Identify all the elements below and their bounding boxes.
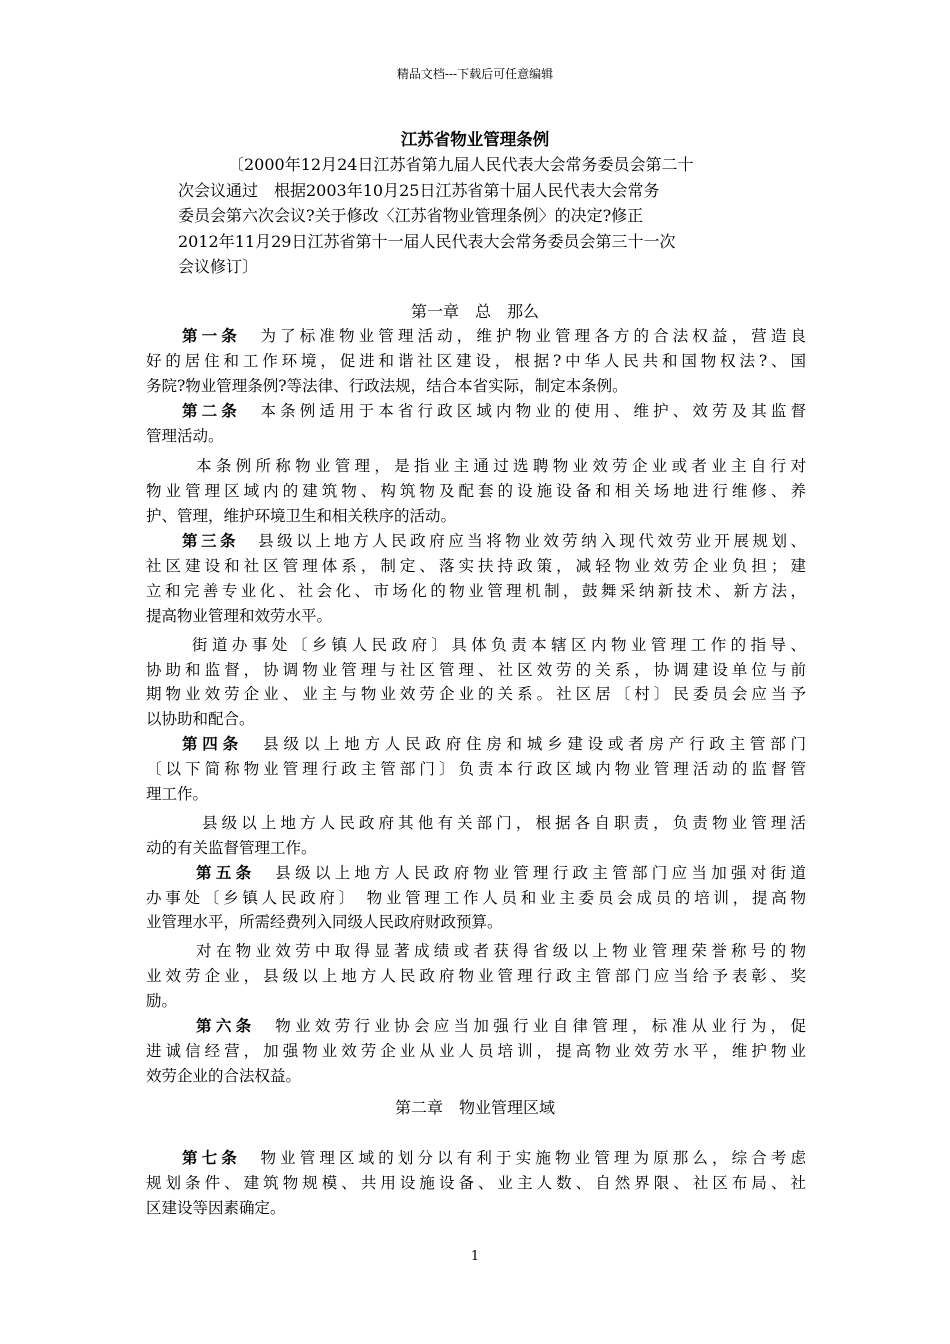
article-3 — [146, 529, 806, 629]
para-line: 对在物业效劳中取得显著成绩或者获得省级以上物业管理荣誉称号的物 — [196, 942, 806, 961]
paragraph — [146, 633, 806, 733]
article-2 — [146, 399, 806, 449]
para-line: 本条例所称物业管理，是指业主通过选聘物业效劳企业或者业主自行对 — [196, 457, 806, 476]
para-line: 协助和监督，协调物业管理与社区管理、社区效劳的关系，协调建设单位与前 — [146, 660, 806, 679]
paragraph — [146, 939, 806, 1014]
para-line: 以协助和配合。 — [146, 710, 255, 729]
para-line: 进诚信经营，加强物业效劳企业从业人员培训，提高物业效劳水平，维护物业 — [146, 1041, 806, 1060]
para-line: 县级以上地方人民政府应当将物业效劳纳入现代效劳业开展规划、 — [258, 532, 806, 551]
para-line: 办事处〔乡镇人民政府〕 物业管理工作人员和业主委员会成员的培训，提高物 — [146, 888, 806, 907]
para-line: 区建设等因素确定。 — [146, 1198, 286, 1217]
article-1 — [146, 324, 806, 399]
paragraph — [146, 811, 806, 861]
chapter2-body — [146, 1146, 806, 1221]
preamble-line: 次会议通过 根据2003年10月25日江苏省第十届人民代表大会常务 — [178, 180, 660, 200]
article-label: 第一条 — [182, 327, 241, 345]
para-line: 物业管理区域内的建筑物、构筑物及配套的设施设备和相关场地进行维修、养 — [146, 482, 806, 501]
para-line: 理工作。 — [146, 785, 209, 804]
para-line: 县级以上地方人民政府物业管理行政主管部门应当加强对街道 — [275, 863, 806, 882]
article-6 — [146, 1014, 806, 1089]
chapter-heading: 第二章 物业管理区域 — [394, 1098, 555, 1117]
para-line: 效劳企业的合法权益。 — [146, 1066, 302, 1085]
article-7 — [146, 1146, 806, 1221]
page-number: 1 — [470, 1249, 480, 1264]
chapter-heading: 第一章 总 那么 — [410, 302, 539, 321]
para-line: 务院?物业管理条例?等法律、行政法规，结合本省实际，制定本条例。 — [146, 376, 628, 395]
article-label: 第四条 — [182, 735, 243, 754]
para-line: 护、管理，维护环境卫生和相关秩序的活动。 — [146, 507, 457, 526]
preamble-line: 2012年11月29日江苏省第十一届人民代表大会常务委员会第三十一次 — [178, 231, 676, 251]
preamble-line: 〔2000年12月24日江苏省第九届人民代表大会常务委员会第二十 — [228, 155, 694, 174]
para-line: 励。 — [146, 992, 178, 1011]
para-line: 物业管理区域的划分以有利于实施物业管理为原那么，综合考虑 — [260, 1149, 806, 1167]
paragraph — [146, 454, 806, 529]
para-line: 好的居住和工作环境，促进和谐社区建设，根据?中华人民共和国物权法?、国 — [146, 351, 806, 370]
article-label: 第七条 — [182, 1149, 241, 1167]
document-title: 江苏省物业管理条例 — [400, 130, 550, 149]
preamble-line: 委员会第六次会议?关于修改〈江苏省物业管理条例〉的决定?修正 — [178, 206, 644, 226]
preamble-line: 会议修订〕 — [178, 257, 259, 277]
article-label: 第三条 — [182, 532, 240, 551]
para-line: 〔以下简称物业管理行政主管部门〕负责本行政区域内物业管理活动的监督管 — [146, 760, 806, 779]
para-line: 本条例适用于本省行政区域内物业的使用、维护、效劳及其监督 — [260, 401, 806, 420]
page-header: 精品文档---下载后可任意编辑 — [396, 67, 554, 81]
article-4 — [146, 732, 806, 807]
para-line: 动的有关监督管理工作。 — [146, 838, 317, 857]
preamble — [178, 152, 818, 280]
chapter1-body — [146, 324, 806, 1089]
article-5 — [146, 861, 806, 936]
para-line: 管理活动。 — [146, 426, 224, 445]
para-line: 为了标准物业管理活动，维护物业管理各方的合法权益，营造良 — [260, 327, 806, 345]
article-label: 第二条 — [182, 401, 241, 420]
para-line: 物业效劳行业协会应当加强行业自律管理，标准从业行为，促 — [275, 1017, 806, 1036]
para-line: 县级以上地方人民政府住房和城乡建设或者房产行政主管部门 — [263, 735, 806, 754]
para-line: 县级以上地方人民政府其他有关部门，根据各自职责，负责物业管理活 — [202, 813, 806, 832]
para-line: 业管理水平，所需经费列入同级人民政府财政预算。 — [146, 913, 503, 932]
article-label: 第六条 — [196, 1017, 256, 1036]
para-line: 提高物业管理和效劳水平。 — [146, 606, 333, 625]
para-line: 期物业效劳企业、业主与物业效劳企业的关系。社区居〔村〕民委员会应当予 — [146, 685, 806, 704]
para-line: 规划条件、建筑物规模、共用设施设备、业主人数、自然界限、社区布局、社 — [146, 1173, 806, 1192]
para-line: 业效劳企业，县级以上地方人民政府物业管理行政主管部门应当给予表彰、奖 — [146, 967, 806, 986]
para-line: 街道办事处〔乡镇人民政府〕具体负责本辖区内物业管理工作的指导、 — [192, 635, 806, 654]
para-line: 社区建设和社区管理体系，制定、落实扶持政策，减轻物业效劳企业负担；建 — [146, 557, 806, 576]
article-label: 第五条 — [196, 863, 256, 882]
para-line: 立和完善专业化、社会化、市场化的物业管理机制，鼓舞采纳新技术、新方法， — [146, 581, 806, 600]
